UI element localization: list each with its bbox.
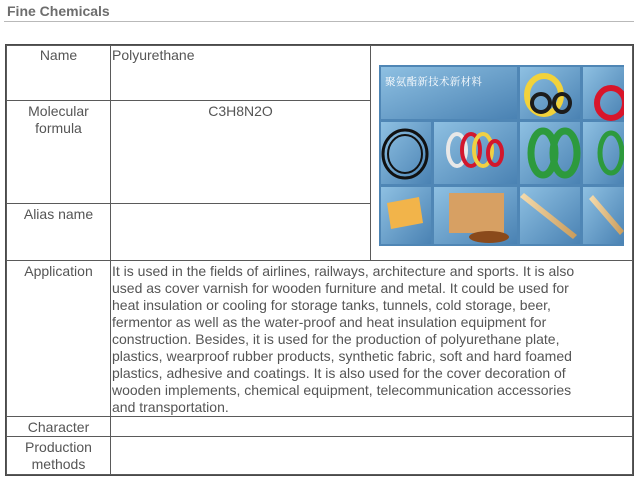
application-line: It is used in the fields of airlines, railways, architecture and sports. It is also	[112, 263, 575, 279]
page-title: Fine Chemicals	[7, 3, 110, 19]
application-label-cell	[6, 260, 111, 417]
formula-label-line1: Molecular	[28, 103, 89, 119]
product-photo	[379, 65, 624, 246]
application-label: Application	[24, 263, 93, 279]
formula-value: C3H8N2O	[208, 103, 273, 119]
production-label-line2: methods	[31, 456, 86, 472]
production-label-line1: Production	[25, 439, 92, 455]
name-value: Polyurethane	[112, 47, 195, 63]
application-text	[112, 263, 632, 415]
production-value-cell	[110, 436, 633, 475]
application-line: heat insulation or cooling for storage tanks, tunnels, cold storage, beer,	[112, 297, 551, 313]
application-line: and transportation.	[112, 399, 229, 415]
formula-label-line2: formula	[35, 120, 82, 136]
product-collage-graphic	[379, 65, 624, 246]
application-line: plastics, adhesive and coatings. It is also used for the cover decoration of	[112, 365, 566, 381]
character-value-cell	[110, 416, 633, 437]
character-label: Character	[27, 419, 90, 435]
alias-value-cell	[110, 203, 371, 261]
application-line: wooden implements, chemical equipment, telecommunication accessories	[112, 382, 572, 398]
title-divider	[4, 21, 634, 22]
application-line: plastics, wearproof rubber products, synthetic fabric, soft and hard foamed	[112, 348, 572, 364]
name-label: Name	[39, 47, 78, 63]
alias-label: Alias name	[23, 206, 94, 222]
application-line: fermentor as well as the water-proof and heat insulation equipment for	[112, 314, 547, 330]
product-photo-caption: 聚氨酯新技术新材料	[385, 76, 483, 88]
application-line: used as cover varnish for wooden furniture and metal. It could be used for	[112, 280, 569, 296]
application-line: construction. Besides, it is used for the production of polyurethane plate,	[112, 331, 560, 347]
